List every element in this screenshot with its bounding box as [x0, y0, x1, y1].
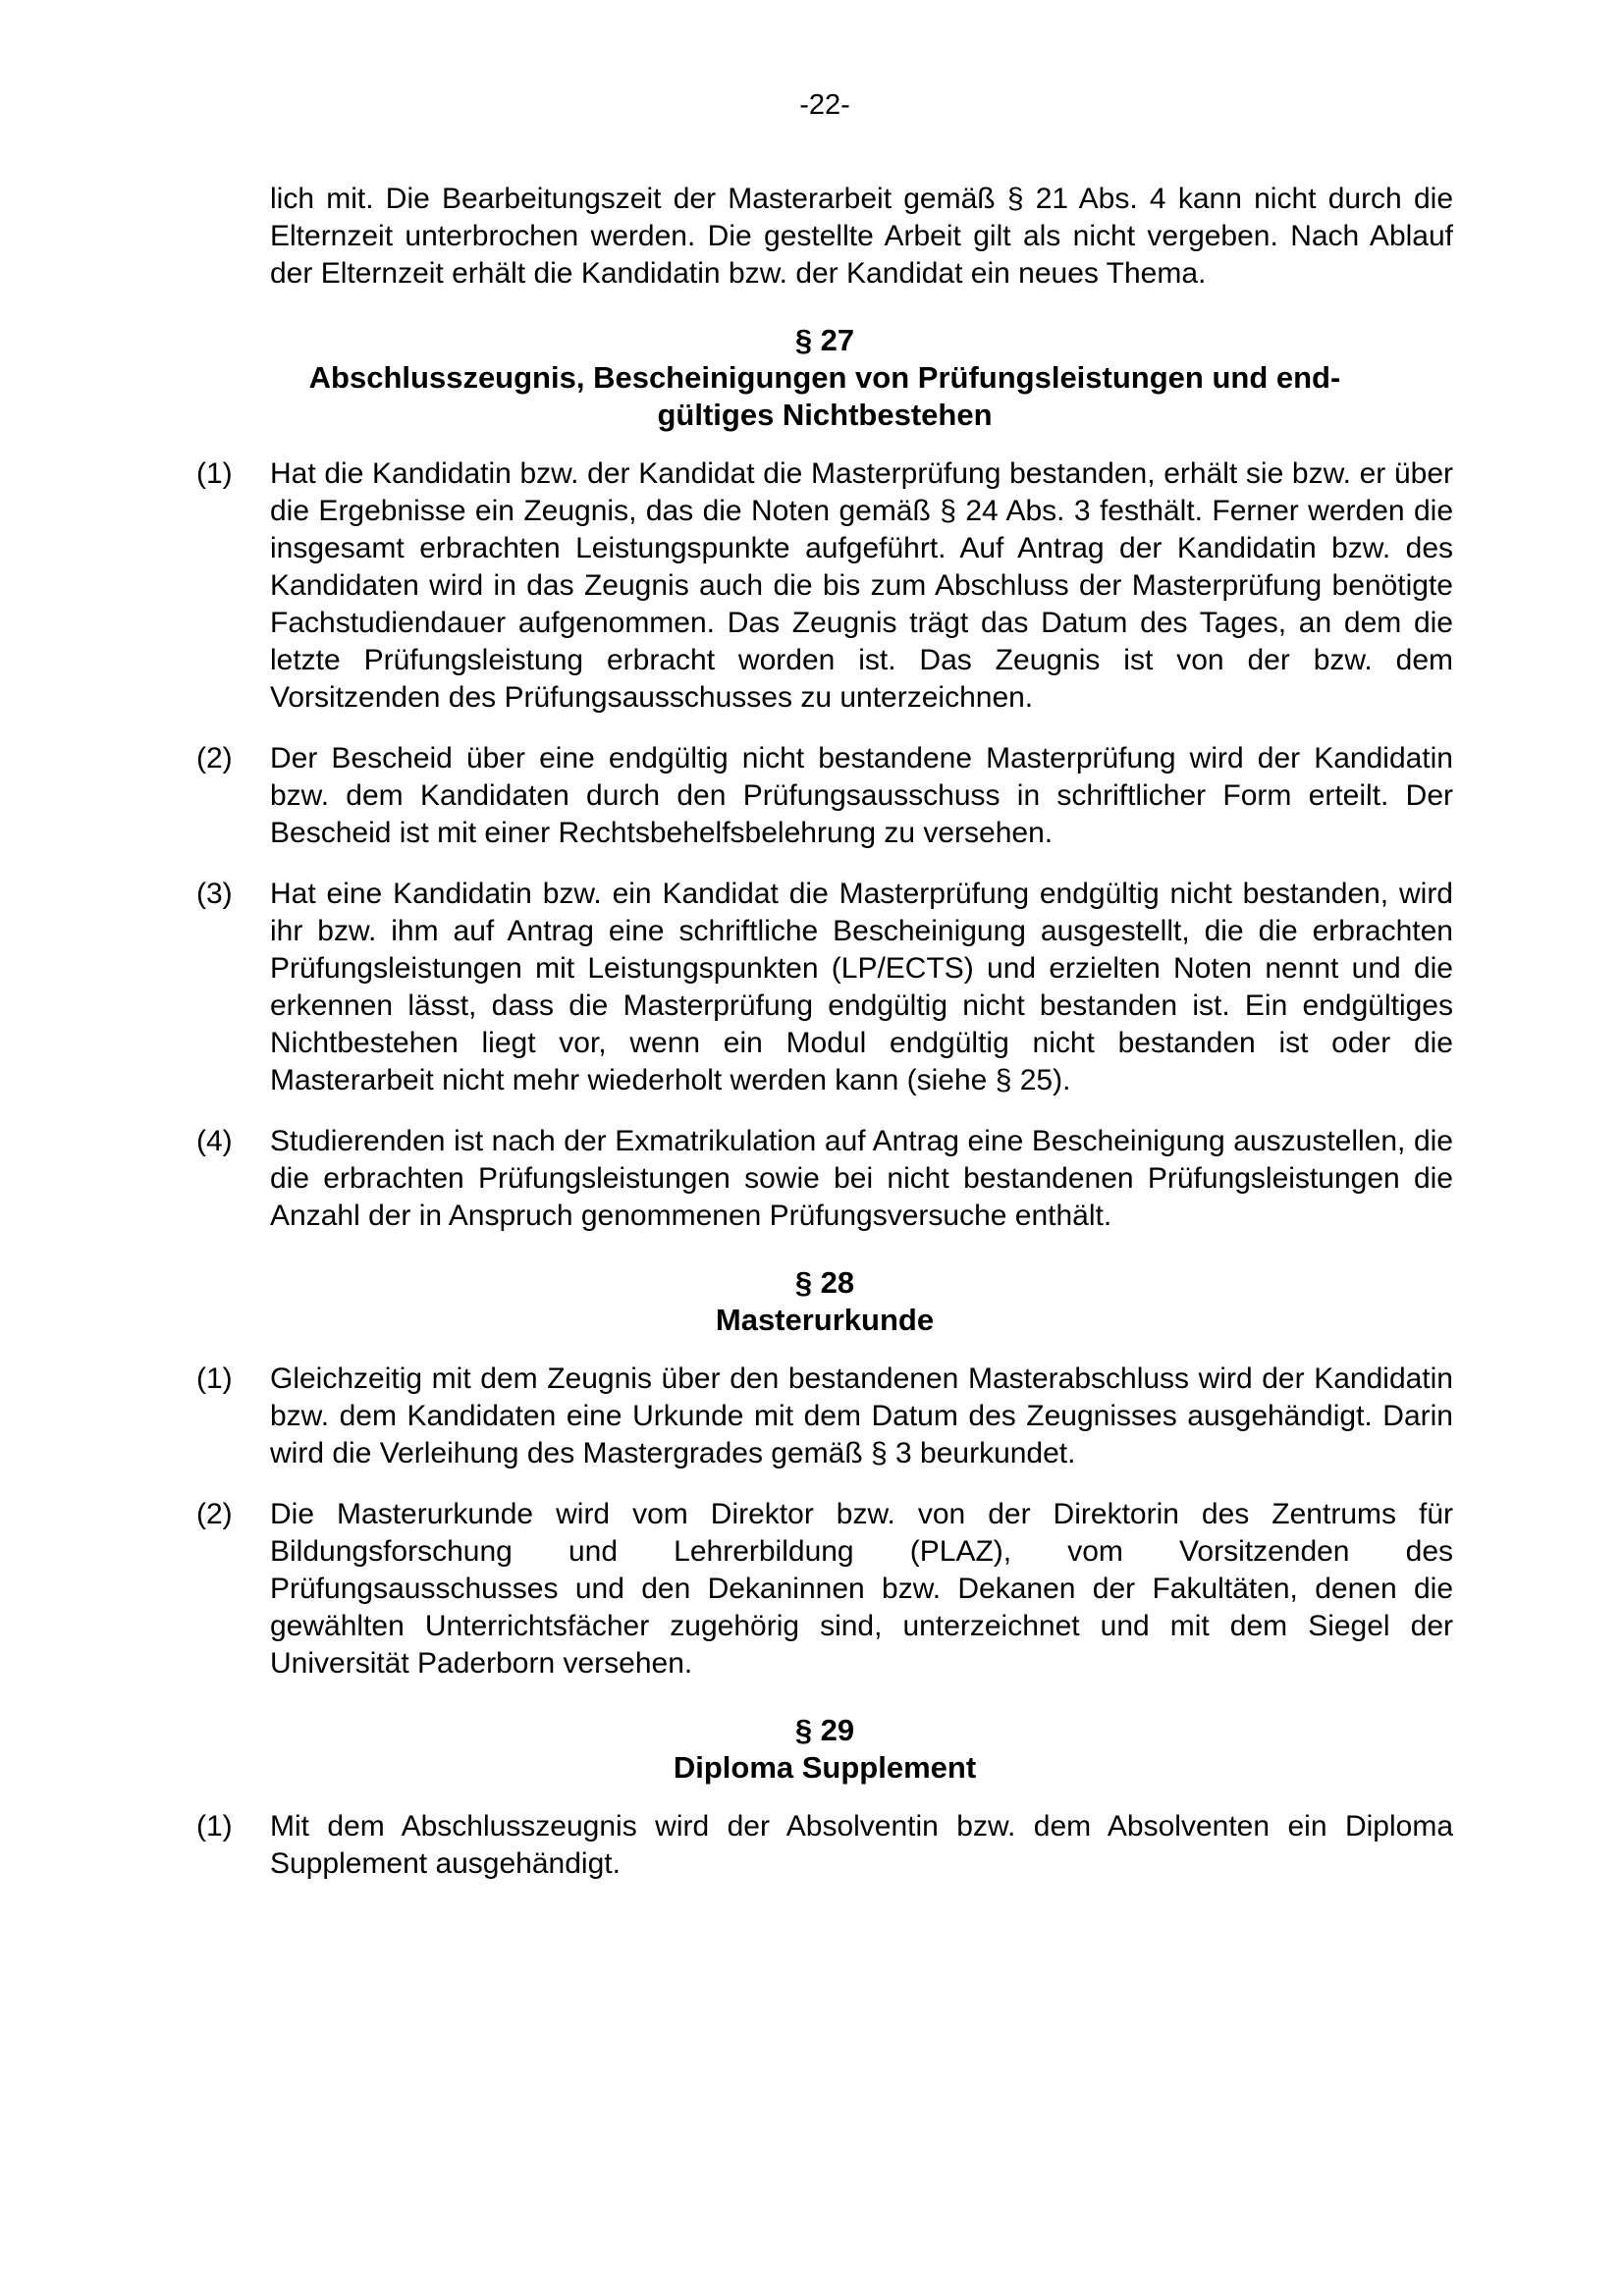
numbered-item	[196, 1361, 1453, 1472]
section-title-line: Diploma Supplement	[673, 1750, 977, 1785]
section-heading-29	[196, 1712, 1453, 1787]
numbered-item	[196, 455, 1453, 717]
section-number: § 29	[794, 1713, 855, 1747]
numbered-item	[196, 740, 1453, 852]
item-marker: (4)	[196, 1125, 233, 1157]
item-text: Hat eine Kandidatin bzw. ein Kandidat die Masterprüfung endgültig nicht bestanden, wird ihr bzw. ihm auf Antrag eine schriftliche Bescheinigung ausgestellt, die die erbrachten Prüfungsleistungen mit Leistungspunkten (LP/ECTS) und erzielten Noten nennt und die erkennen lässt, dass die Masterprüfung endgültig nicht bestanden ist. Ein endgültiges Nichtbestehen liegt vor, wenn ein Modul endgültig nicht bestanden ist oder die Masterarbeit nicht mehr wiederholt werden kann (siehe § 25).	[270, 878, 1453, 1096]
section-title-line: gültiges Nichtbestehen	[657, 398, 993, 432]
item-text: Studierenden ist nach der Exmatrikulation auf Antrag eine Bescheinigung auszustellen, die die erbrachten Prüfungsleistungen sowie bei nicht bestandenen Prüfungsleistungen die Anzahl der in Anspruch genommenen Prüfungsversuche enthält.	[270, 1125, 1453, 1232]
numbered-item	[196, 1123, 1453, 1235]
item-marker: (2)	[196, 742, 233, 774]
item-marker: (3)	[196, 878, 233, 910]
item-text: Mit dem Abschlusszeugnis wird der Absolventin bzw. dem Absolventen ein Diploma Supplement ausgehändigt.	[270, 1810, 1453, 1880]
section-number: § 28	[794, 1265, 855, 1300]
section-title-line: Abschlusszeugnis, Bescheinigungen von Prüfungsleistungen und end-	[308, 360, 1341, 395]
section-title-line: Masterurkunde	[715, 1303, 935, 1337]
item-text: Der Bescheid über eine endgültig nicht bestandene Masterprüfung wird der Kandidatin bzw. dem Kandidaten durch den Prüfungsausschuss in schriftlicher Form erteilt. Der Bescheid ist mit einer Rechtsbehelfsbelehrung zu versehen.	[270, 742, 1453, 849]
item-marker: (1)	[196, 1362, 233, 1395]
section-heading-28	[196, 1264, 1453, 1339]
numbered-item	[196, 876, 1453, 1099]
item-marker: (2)	[196, 1498, 233, 1530]
item-marker: (1)	[196, 457, 233, 490]
section-number: § 27	[794, 323, 855, 357]
item-marker: (1)	[196, 1810, 233, 1842]
continuation-paragraph: lich mit. Die Bearbeitungszeit der Masterarbeit gemäß § 21 Abs. 4 kann nicht durch die Elternzeit unterbrochen werden. Die gestellte Arbeit gilt als nicht vergeben. Nach Ablauf der Elternzeit erhält die Kandidatin bzw. der Kandidat ein neues Thema.	[270, 183, 1453, 290]
item-text: Gleichzeitig mit dem Zeugnis über den bestandenen Masterabschluss wird der Kandidatin bzw. dem Kandidaten eine Urkunde mit dem Datum des Zeugnisses ausgehändigt. Darin wird die Verleihung des Mastergrades gemäß § 3 beurkundet.	[270, 1362, 1453, 1469]
section-heading-27	[196, 322, 1453, 434]
item-text: Die Masterurkunde wird vom Direktor bzw. von der Direktorin des Zentrums für Bildungsforschung und Lehrerbildung (PLAZ), vom Vorsitzenden des Prüfungsausschusses und den Dekaninnen bzw. Dekanen der Fakultäten, denen die gewählten Unterrichtsfächer zugehörig sind, unterzeichnet und mit dem Siegel der Universität Paderborn versehen.	[270, 1498, 1453, 1680]
numbered-item	[196, 1496, 1453, 1682]
page-number: -22-	[799, 89, 850, 121]
numbered-item	[196, 1808, 1453, 1883]
item-text: Hat die Kandidatin bzw. der Kandidat die Masterprüfung bestanden, erhält sie bzw. er über die Ergebnisse ein Zeugnis, das die Noten gemäß § 24 Abs. 3 festhält. Ferner werden die insgesamt erbrachten Leistungspunkte aufgeführt. Auf Antrag der Kandidatin bzw. des Kandidaten wird in das Zeugnis auch die bis zum Abschluss der Masterprüfung benötigte Fachstudiendauer aufgenommen. Das Zeugnis trägt das Datum des Tages, an dem die letzte Prüfungsleistung erbracht worden ist. Das Zeugnis ist von der bzw. dem Vorsitzenden des Prüfungsausschusses zu unterzeichnen.	[270, 457, 1453, 714]
